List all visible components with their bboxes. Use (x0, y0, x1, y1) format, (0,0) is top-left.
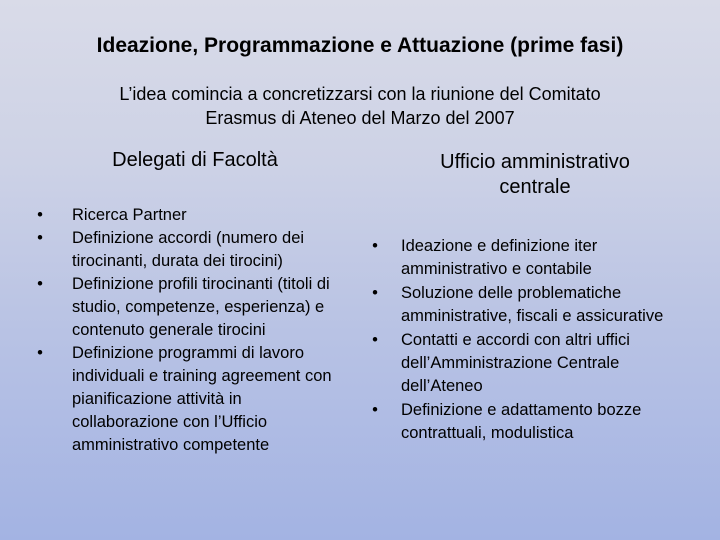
subtitle-line-2: Erasmus di Ateneo del Marzo del 2007 (205, 108, 515, 128)
list-item (363, 329, 693, 398)
list-item-text: Definizione programmi di lavoro individuali e training agreement con pianificazione attività in collaborazione con l’Ufficio amministrativo competente (72, 344, 332, 454)
bullet-icon: • (37, 229, 43, 247)
list-item (28, 342, 338, 457)
list-item-text: Definizione accordi (numero dei tirocinanti, durata dei tirocini) (72, 229, 305, 270)
right-heading-line-1: Ufficio amministrativo (440, 151, 630, 173)
right-column-heading (370, 150, 700, 200)
list-item (28, 227, 338, 273)
bullet-icon: • (372, 331, 378, 349)
list-item (28, 273, 338, 342)
list-item-text: Soluzione delle problematiche amministrative, fiscali e assicurative (401, 284, 664, 325)
list-item (363, 399, 693, 445)
subtitle-line-1: L’idea comincia a concretizzarsi con la riunione del Comitato (119, 84, 601, 104)
list-item-text: Ideazione e definizione iter amministrativo e contabile (401, 237, 598, 278)
slide-subtitle (40, 82, 680, 130)
bullet-icon: • (37, 275, 43, 293)
list-item-text: Definizione profili tirocinanti (titoli di studio, competenze, esperienza) e contenuto generale tirocini (72, 275, 330, 339)
bullet-icon: • (372, 401, 378, 419)
right-bullet-list (363, 235, 693, 446)
list-item-text: Contatti e accordi con altri uffici dell’Amministrazione Centrale dell’Ateneo (401, 331, 630, 395)
list-item (363, 235, 693, 281)
bullet-icon: • (372, 237, 378, 255)
list-item-text: Ricerca Partner (72, 206, 187, 224)
list-item-text: Definizione e adattamento bozze contrattuali, modulistica (401, 401, 642, 442)
list-item (28, 204, 338, 227)
list-item (363, 282, 693, 328)
right-heading-line-2: centrale (499, 176, 571, 198)
bullet-icon: • (372, 284, 378, 302)
left-bullet-list (28, 204, 338, 457)
bullet-icon: • (37, 344, 43, 362)
left-column-heading: Delegati di Facoltà (112, 149, 278, 171)
slide-title: Ideazione, Programmazione e Attuazione (prime fasi) (96, 34, 624, 57)
bullet-icon: • (37, 206, 43, 224)
